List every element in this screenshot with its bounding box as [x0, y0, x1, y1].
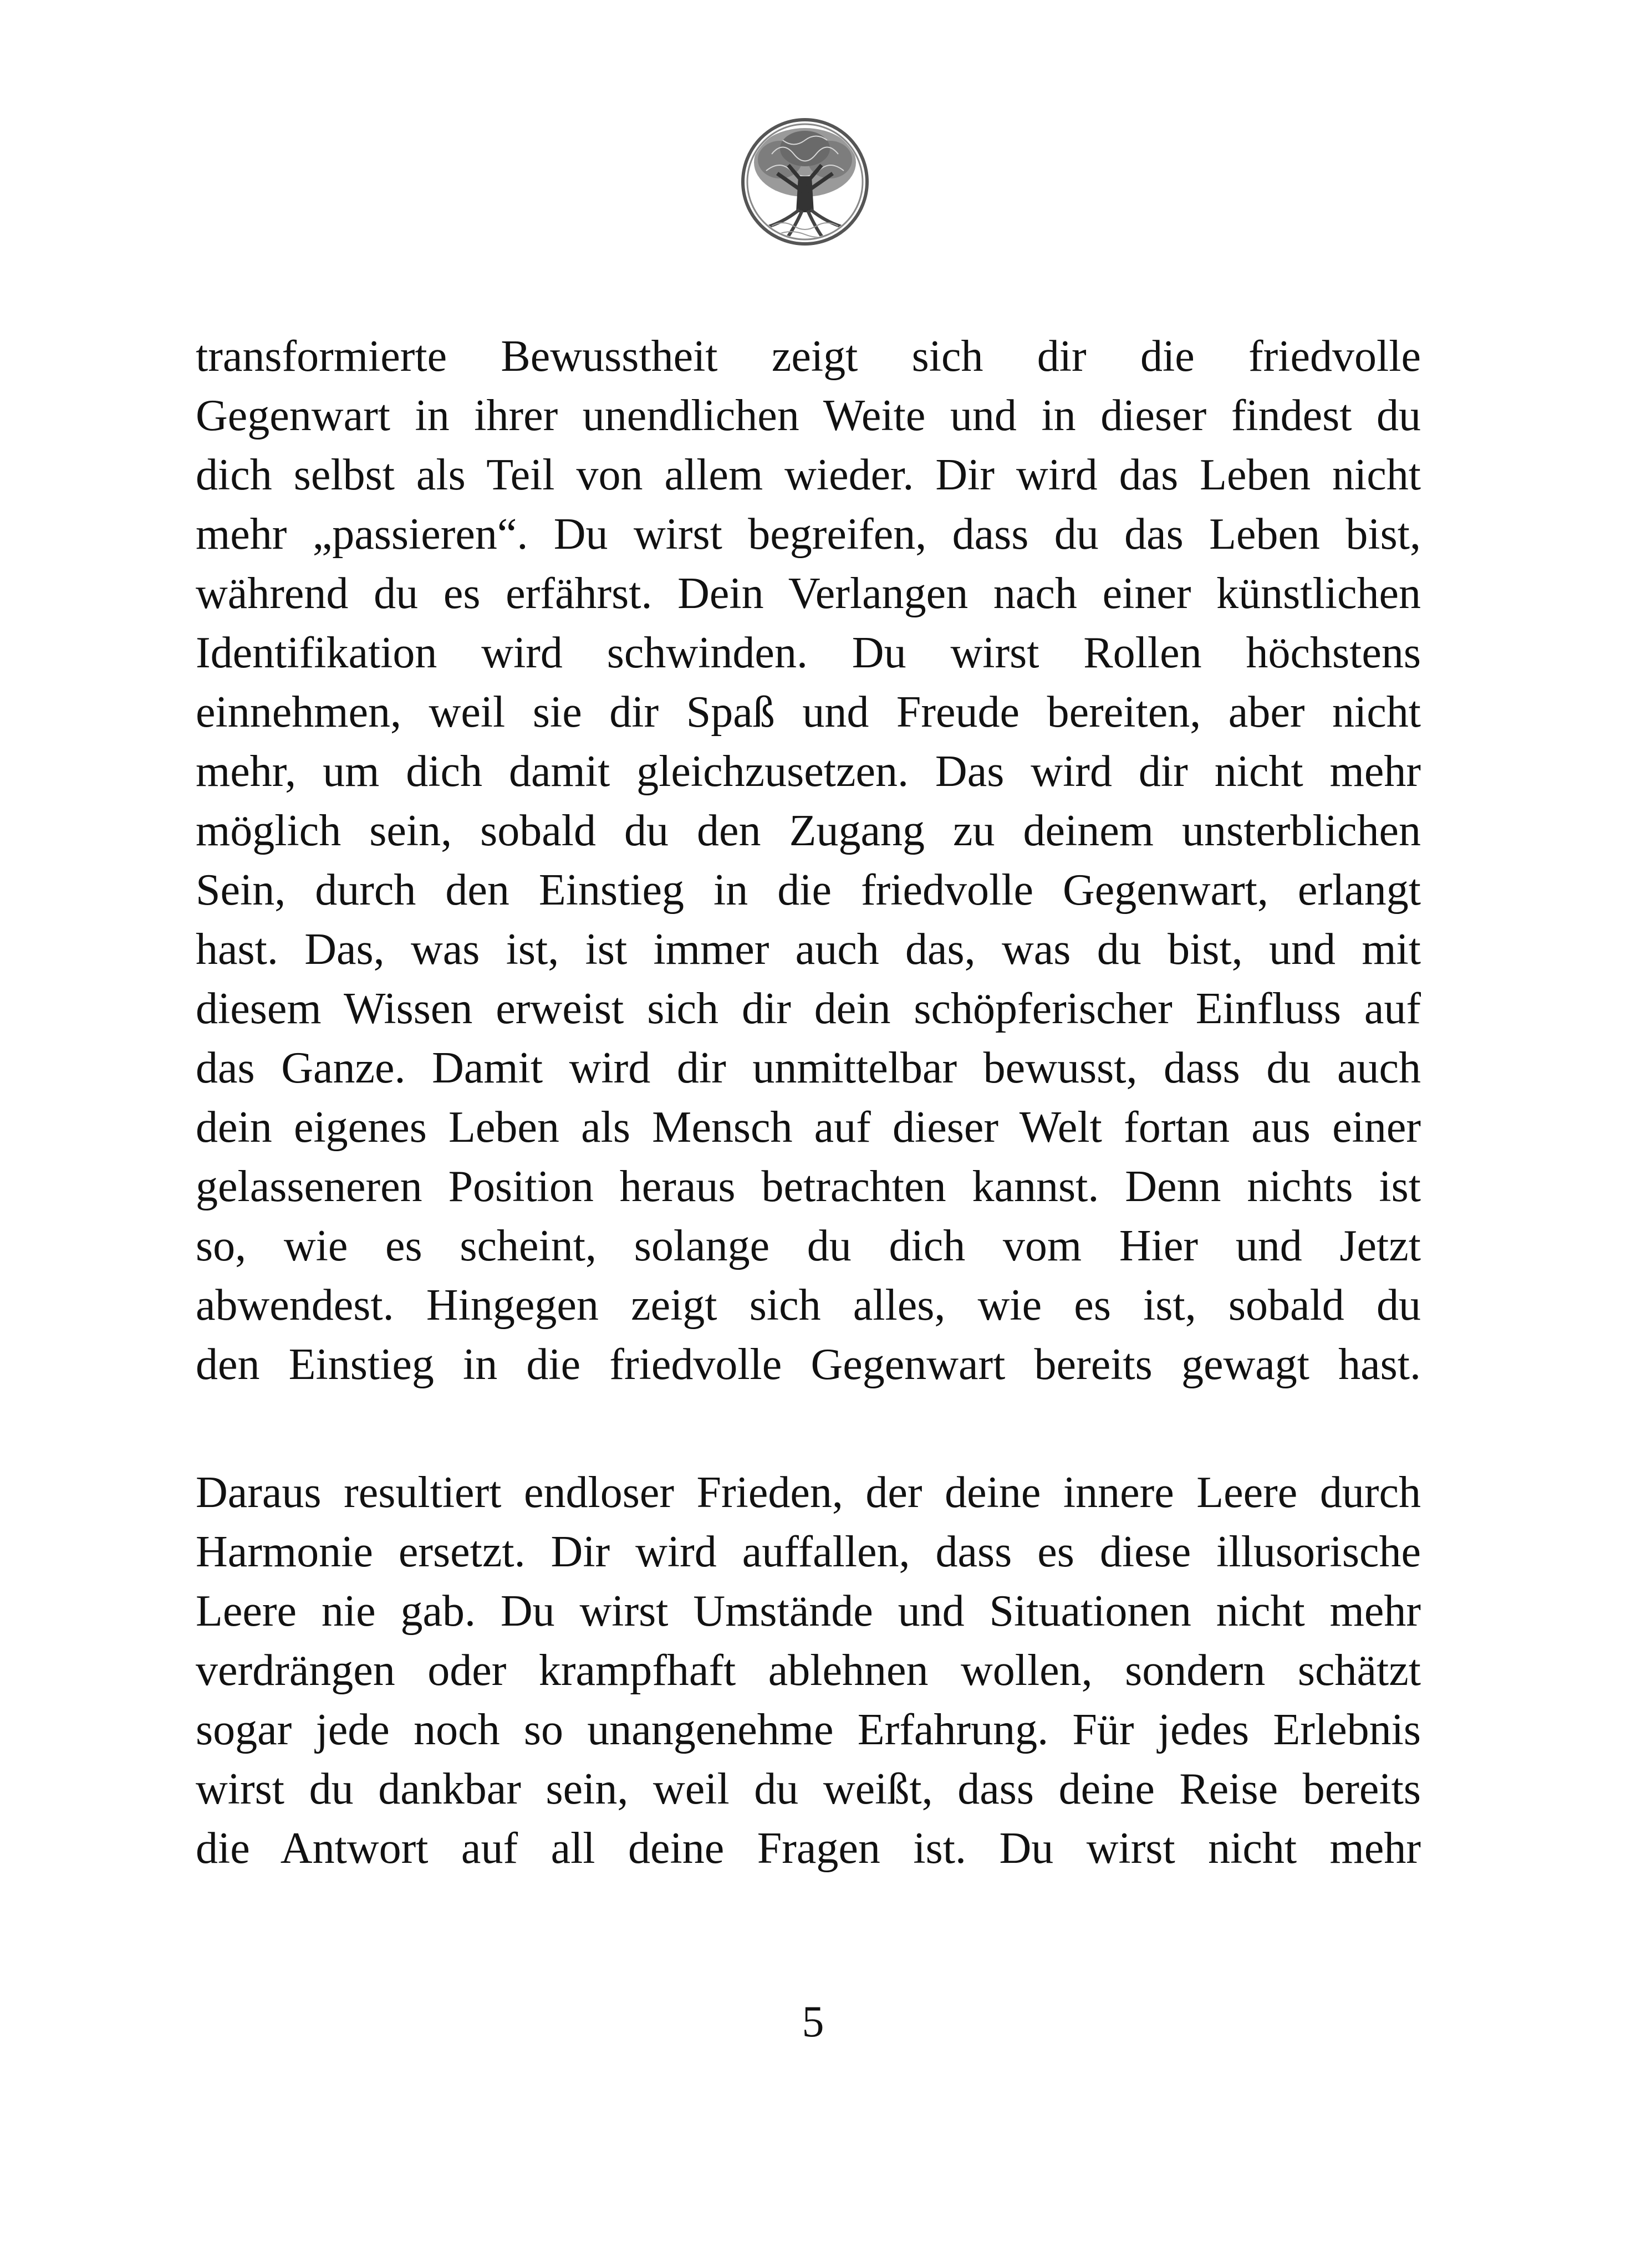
text-line: Gegenwart in ihrer unendlichen Weite und in dieser findest du	[196, 391, 1421, 440]
paragraph-2	[196, 1463, 1421, 1878]
text-line: während du es erfährst. Dein Verlangen nach einer künstlichen	[196, 569, 1421, 618]
text-line: das Ganze. Damit wird dir unmittelbar bewusst, dass du auch	[196, 1044, 1421, 1092]
text-line: dein eigenes Leben als Mensch auf dieser Welt fortan aus einer	[196, 1103, 1421, 1152]
text-line: sogar jede noch so unangenehme Erfahrung. Für jedes Erlebnis	[196, 1705, 1421, 1754]
text-line: Daraus resultiert endloser Frieden, der deine innere Leere durch	[196, 1468, 1421, 1517]
text-line: Identifikation wird schwinden. Du wirst Rollen höchstens	[196, 629, 1421, 677]
text-line: diesem Wissen erweist sich dir dein schöpferischer Einfluss auf	[196, 984, 1421, 1033]
text-line: Harmonie ersetzt. Dir wird auffallen, dass es diese illusorische	[196, 1528, 1421, 1576]
text-line: den Einstieg in die friedvolle Gegenwart bereits gewagt hast.	[196, 1340, 1421, 1389]
text-line: die Antwort auf all deine Fragen ist. Du wirst nicht mehr	[196, 1824, 1421, 1873]
text-line: Sein, durch den Einstieg in die friedvolle Gegenwart, erlangt	[196, 866, 1421, 915]
text-line: mehr „passieren“. Du wirst begreifen, dass du das Leben bist,	[196, 510, 1421, 559]
text-line: wirst du dankbar sein, weil du weißt, dass deine Reise bereits	[196, 1765, 1421, 1814]
text-line: gelasseneren Position heraus betrachten kannst. Denn nichts ist	[196, 1162, 1421, 1211]
text-line: verdrängen oder krampfhaft ablehnen wollen, sondern schätzt	[196, 1646, 1421, 1695]
text-line: transformierte Bewusstheit zeigt sich dir die friedvolle	[196, 332, 1421, 381]
text-line: mehr, um dich damit gleichzusetzen. Das wird dir nicht mehr	[196, 747, 1421, 796]
tree-of-life-icon	[738, 115, 871, 248]
text-line: möglich sein, sobald du den Zugang zu deinem unsterblichen	[196, 806, 1421, 855]
text-line: so, wie es scheint, solange du dich vom Hier und Jetzt	[196, 1222, 1421, 1270]
text-line: hast. Das, was ist, ist immer auch das, was du bist, und mit	[196, 925, 1421, 974]
paragraph-1	[196, 327, 1421, 1394]
text-line: einnehmen, weil sie dir Spaß und Freude bereiten, aber nicht	[196, 688, 1421, 737]
text-line: Leere nie gab. Du wirst Umstände und Situationen nicht mehr	[196, 1587, 1421, 1636]
text-line: dich selbst als Teil von allem wieder. Dir wird das Leben nicht	[196, 451, 1421, 499]
page-number: 5	[802, 1998, 824, 2046]
text-line: abwendest. Hingegen zeigt sich alles, wie es ist, sobald du	[196, 1281, 1421, 1330]
